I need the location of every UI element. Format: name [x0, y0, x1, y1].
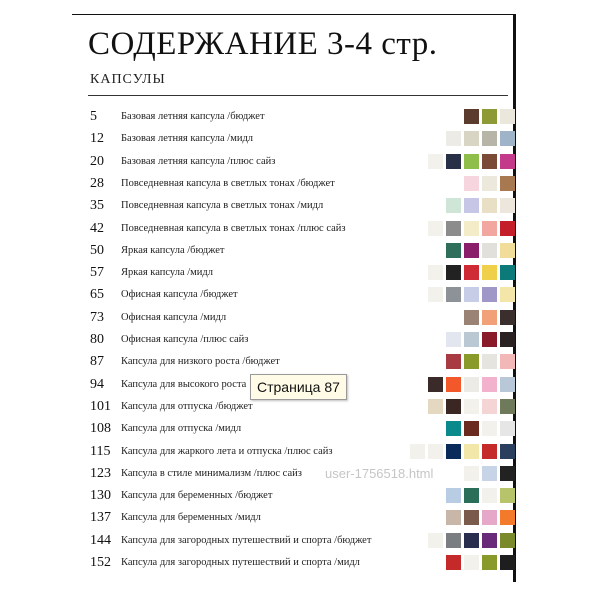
- color-swatch: [464, 265, 479, 280]
- contents-row[interactable]: [90, 128, 520, 150]
- color-swatch: [482, 466, 497, 481]
- page-number: 5: [90, 109, 97, 124]
- page-number: 20: [90, 153, 104, 169]
- color-swatch: [500, 109, 515, 124]
- color-swatch: [500, 510, 515, 525]
- contents-row[interactable]: [90, 351, 520, 373]
- capsule-title: Капсула для отпуска /мидл: [121, 423, 242, 435]
- page-number: 28: [90, 175, 104, 191]
- color-swatch: [464, 176, 479, 191]
- capsule-title: Базовая летняя капсула /мидл: [121, 133, 254, 145]
- color-swatch: [482, 131, 497, 146]
- color-swatch: [482, 354, 497, 369]
- color-swatch: [482, 198, 497, 213]
- color-swatch: [482, 533, 497, 548]
- color-swatch: [482, 444, 497, 459]
- color-swatch: [482, 555, 497, 570]
- color-swatch: [482, 488, 497, 503]
- capsule-title: Яркая капсула /мидл: [121, 267, 213, 279]
- contents-row[interactable]: [90, 284, 520, 306]
- capsule-title: Яркая капсула /бюджет: [121, 244, 225, 256]
- color-swatch: [482, 421, 497, 436]
- contents-row[interactable]: [90, 441, 520, 463]
- capsule-title: Повседневная капсула в светлых тонах /плюс сайз: [121, 222, 346, 234]
- color-swatch: [446, 444, 461, 459]
- capsule-title: Капсула для загородных путешествий и спорта /бюджет: [121, 534, 372, 546]
- color-swatch: [446, 399, 461, 414]
- color-swatch: [464, 243, 479, 258]
- page-number: 50: [90, 242, 104, 258]
- color-swatch: [500, 265, 515, 280]
- color-swatch: [446, 198, 461, 213]
- color-swatch: [482, 399, 497, 414]
- color-swatch: [464, 332, 479, 347]
- color-swatch: [464, 399, 479, 414]
- color-swatch: [500, 399, 515, 414]
- page-number: 144: [90, 532, 111, 548]
- capsule-title: Повседневная капсула в светлых тонах /мидл: [121, 200, 324, 212]
- color-swatch: [500, 421, 515, 436]
- page-number: 57: [90, 265, 104, 281]
- color-swatch: [500, 488, 515, 503]
- capsule-title: Капсула для загородных путешествий и спорта /мидл: [121, 557, 360, 568]
- color-swatch: [428, 399, 443, 414]
- contents-row[interactable]: [90, 463, 520, 485]
- watermark-text: user-1756518.html: [325, 466, 434, 481]
- capsule-title: Капсула для отпуска /бюджет: [121, 400, 253, 412]
- color-swatch: [500, 444, 515, 459]
- color-swatch: [446, 488, 461, 503]
- page-number: 35: [90, 198, 104, 214]
- color-swatch: [446, 555, 461, 570]
- color-swatch: [464, 287, 479, 302]
- capsule-title: Офисная капсула /мидл: [121, 311, 227, 323]
- page-number: 94: [90, 376, 104, 392]
- color-swatch: [464, 555, 479, 570]
- contents-row[interactable]: [90, 173, 520, 195]
- color-swatch: [446, 265, 461, 280]
- contents-row[interactable]: [90, 307, 520, 329]
- contents-row[interactable]: [90, 507, 520, 529]
- color-swatch: [446, 131, 461, 146]
- contents-row[interactable]: [90, 329, 520, 351]
- page-number: 137: [90, 510, 111, 526]
- capsule-title: Капсула для низкого роста /бюджет: [121, 356, 280, 368]
- capsule-title: Капсула для беременных /бюджет: [121, 490, 273, 502]
- color-swatch: [446, 354, 461, 369]
- color-swatch: [482, 109, 497, 124]
- capsule-title: Базовая летняя капсула /плюс сайз: [121, 155, 276, 167]
- color-swatch: [482, 510, 497, 525]
- contents-row[interactable]: [90, 195, 520, 217]
- color-swatch: [428, 444, 443, 459]
- color-swatch: [464, 221, 479, 236]
- color-swatch: [464, 421, 479, 436]
- color-swatch: [500, 131, 515, 146]
- color-swatch: [464, 488, 479, 503]
- contents-row[interactable]: [90, 151, 520, 173]
- page-title: СОДЕРЖАНИЕ 3-4 стр.: [88, 26, 438, 62]
- color-swatch: [428, 265, 443, 280]
- color-swatch: [446, 287, 461, 302]
- color-swatch: [500, 221, 515, 236]
- color-swatch: [446, 332, 461, 347]
- color-swatch: [464, 377, 479, 392]
- color-swatch: [464, 310, 479, 325]
- color-swatch: [500, 198, 515, 213]
- color-swatch: [500, 310, 515, 325]
- color-swatch: [482, 287, 497, 302]
- page-number: 12: [90, 131, 104, 147]
- page-number: 87: [90, 354, 104, 370]
- page-tooltip: Страница 87: [250, 374, 347, 400]
- capsule-title: Капсула для беременных /мидл: [121, 512, 261, 524]
- color-swatch: [446, 154, 461, 169]
- color-swatch: [446, 510, 461, 525]
- contents-row[interactable]: [90, 240, 520, 262]
- section-subtitle: КАПСУЛЫ: [90, 72, 166, 87]
- color-swatch: [446, 533, 461, 548]
- color-swatch: [500, 154, 515, 169]
- color-swatch: [500, 176, 515, 191]
- color-swatch: [500, 354, 515, 369]
- capsule-title: Капсула для жаркого лета и отпуска /плюс сайз: [121, 445, 333, 457]
- contents-row[interactable]: [90, 530, 520, 552]
- capsule-title: Офисная капсула /плюс сайз: [121, 334, 249, 345]
- color-swatch: [482, 176, 497, 191]
- capsule-title: Офисная капсула /бюджет: [121, 289, 238, 301]
- color-swatch: [464, 154, 479, 169]
- page-number: 123: [90, 465, 111, 481]
- color-swatch: [464, 354, 479, 369]
- color-swatch: [482, 310, 497, 325]
- page-number: 115: [90, 443, 111, 459]
- contents-row[interactable]: [90, 485, 520, 507]
- color-swatch: [464, 109, 479, 124]
- page-number: 108: [90, 421, 111, 437]
- page-number: 80: [90, 332, 104, 347]
- color-swatch: [446, 421, 461, 436]
- capsule-title: Капсула в стиле минимализм /плюс сайз: [121, 467, 302, 479]
- capsule-title: Капсула для высокого роста: [121, 378, 247, 390]
- color-swatch: [428, 287, 443, 302]
- capsule-title: Повседневная капсула в светлых тонах /бюджет: [121, 177, 335, 189]
- color-swatch: [482, 221, 497, 236]
- page-number: 73: [90, 309, 104, 325]
- page-number: 65: [90, 287, 104, 303]
- color-swatch: [428, 154, 443, 169]
- color-swatch: [500, 243, 515, 258]
- color-swatch: [500, 377, 515, 392]
- page-number: 42: [90, 220, 104, 236]
- page-number: 152: [90, 555, 111, 570]
- color-swatch: [500, 332, 515, 347]
- color-swatch: [482, 332, 497, 347]
- color-swatch: [446, 377, 461, 392]
- contents-row[interactable]: [90, 262, 520, 284]
- color-swatch: [446, 243, 461, 258]
- color-swatch: [464, 444, 479, 459]
- color-swatch: [428, 533, 443, 548]
- color-swatch: [464, 198, 479, 213]
- contents-row[interactable]: [90, 418, 520, 440]
- color-swatch: [500, 555, 515, 570]
- color-swatch: [500, 533, 515, 548]
- color-swatch: [482, 154, 497, 169]
- color-swatch: [500, 287, 515, 302]
- page-number: 130: [90, 488, 111, 504]
- capsule-title: Базовая летняя капсула /бюджет: [121, 111, 265, 122]
- color-swatch: [482, 265, 497, 280]
- color-swatch: [464, 466, 479, 481]
- color-swatch: [446, 221, 461, 236]
- color-swatch: [464, 533, 479, 548]
- color-swatch: [428, 377, 443, 392]
- page-number: 101: [90, 398, 111, 414]
- contents-row[interactable]: [90, 218, 520, 240]
- color-swatch: [464, 131, 479, 146]
- contents-row[interactable]: [90, 106, 520, 128]
- color-swatch: [500, 466, 515, 481]
- color-swatch: [410, 444, 425, 459]
- contents-row[interactable]: [90, 552, 520, 574]
- color-swatch: [464, 510, 479, 525]
- color-swatch: [428, 221, 443, 236]
- color-swatch: [482, 243, 497, 258]
- color-swatch: [482, 377, 497, 392]
